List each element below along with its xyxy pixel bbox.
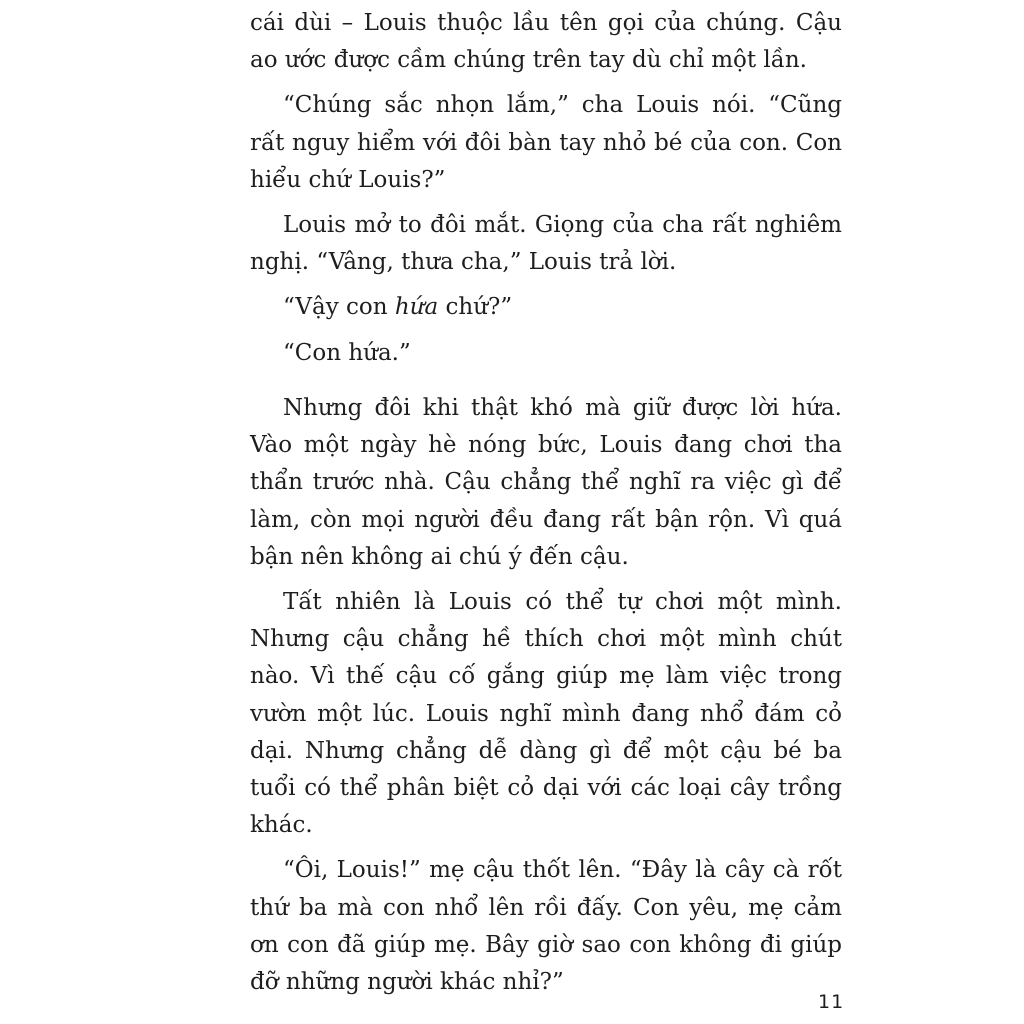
paragraph-text: chứ?” — [438, 294, 513, 321]
paragraph — [250, 289, 842, 326]
paragraph: cái dùi – Louis thuộc lầu tên gọi của chúng. Cậu ao ước được cầm chúng trên tay dù chỉ một lần. — [250, 10, 842, 74]
paragraph: “Chúng sắc nhọn lắm,” cha Louis nói. “Cũng rất nguy hiểm với đôi bàn tay nhỏ bé của con. Con hiểu chứ Louis?” — [250, 92, 842, 193]
page-number: 11 — [818, 991, 845, 1013]
paragraph: Tất nhiên là Louis có thể tự chơi một mình. Nhưng cậu chẳng hề thích chơi một mình chút nào. Vì thế cậu cố gắng giúp mẹ làm việc trong vườn một lúc. Louis nghĩ mình đang nhổ đám cỏ dại. Nhưng chẳng dễ dàng gì để một cậu bé ba tuổi có thể phân biệt cỏ dại với các loại cây trồng khác. — [250, 589, 842, 839]
text-section-1 — [250, 5, 842, 372]
paragraph: Nhưng đôi khi thật khó mà giữ được lời hứa. Vào một ngày hè nóng bức, Louis đang chơi tha thẩn trước nhà. Cậu chẳng thể nghĩ ra việc gì để làm, còn mọi người đều đang rất bận rộn. Vì quá bận nên không ai chú ý đến cậu. — [250, 395, 842, 570]
text-section-2 — [250, 390, 842, 1001]
paragraph-text: “Vậy con — [283, 294, 395, 321]
paragraph: “Con hứa.” — [283, 339, 411, 366]
emphasized-word: hứa — [394, 294, 439, 321]
paragraph: Louis mở to đôi mắt. Giọng của cha rất nghiêm nghị. “Vâng, thưa cha,” Louis trả lời. — [250, 212, 842, 276]
paragraph: “Ôi, Louis!” mẹ cậu thốt lên. “Đây là cây cà rốt thứ ba mà con nhổ lên rồi đấy. Con yêu, mẹ cảm ơn con đã giúp mẹ. Bây giờ sao con không đi giúp đỡ những người khác nhỉ?” — [250, 857, 842, 996]
